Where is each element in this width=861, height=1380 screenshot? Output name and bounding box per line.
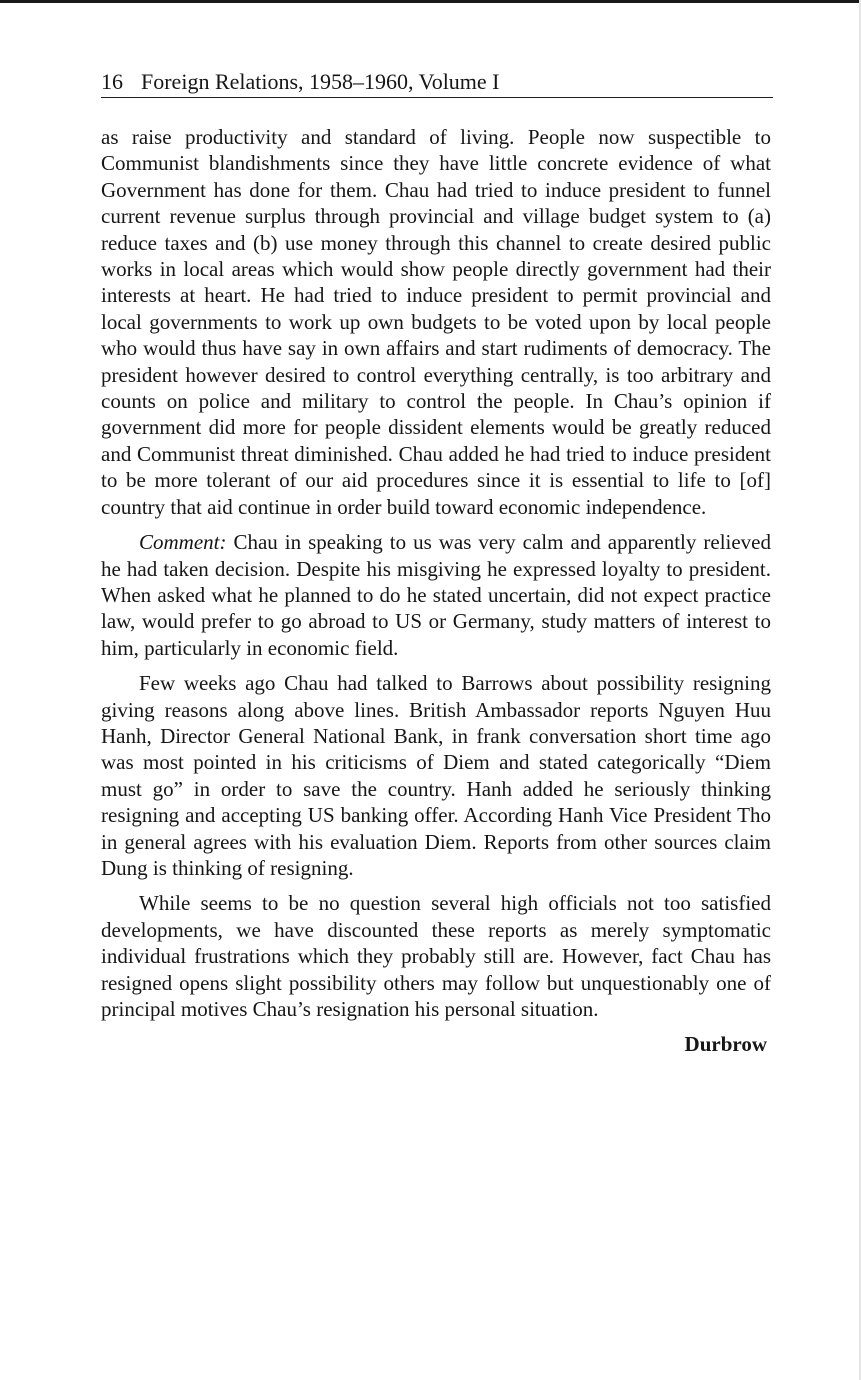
scan-border-top bbox=[0, 0, 861, 3]
page-number: 16 bbox=[101, 69, 123, 94]
running-head-title: Foreign Relations, 1958–1960, Volume I bbox=[141, 69, 500, 94]
running-head bbox=[101, 66, 773, 98]
paragraph-continued: as raise productivity and standard of living. People now suspectible to Communist blandishments since they have little concrete evidence of what Government has done for them. Chau had tried to induce president to funnel current revenue surplus through provincial and village budget system to (a) reduce taxes and (b) use money through this channel to create desired public works in local areas which would show people directly government had their interests at heart. He had tried to induce president to permit provincial and local governments to work up own budgets to be voted upon by local people who would thus have say in own affairs and start rudiments of democracy. The president however desired to control everything centrally, is too arbitrary and counts on police and military to control the people. In Chau’s opinion if government did more for people dissident elements would be greatly reduced and Communist threat diminished. Chau added he had tried to induce president to be more tolerant of our aid procedures since it is essential to life to [of] country that aid continue in order build toward economic independence. bbox=[101, 125, 771, 519]
paragraph-resignation-reports: Few weeks ago Chau had talked to Barrows about possibility resigning giving reasons along above lines. British Ambassador reports Nguyen Huu Hanh, Director General National Bank, in frank conversation short time ago was most pointed in his criticisms of Diem and stated categorically “Diem must go” in order to save the country. Hanh added he seriously thinking resigning and accepting US banking offer. According Hanh Vice President Tho in general agrees with his evaluation Diem. Reports from other sources claim Dung is thinking of resigning. bbox=[101, 671, 771, 880]
signature: Durbrow bbox=[684, 1032, 767, 1057]
paragraph-assessment: While seems to be no question several high officials not too satisfied developments, we have discounted these reports as merely symptomatic individual frustrations which they probably still are. However, fact Chau has resigned opens slight possibility others may follow but unquestionably one of principal motives Chau’s resignation his personal situation. bbox=[101, 891, 771, 1021]
comment-text: Chau in speaking to us was very calm and apparently relieved he had taken decision. Despite his misgiving he expressed loyalty to president. When asked what he planned to do he stated uncertain, did not expect practice law, would prefer to go abroad to US or Germany, study matters of interest to him, particularly in economic field. bbox=[101, 530, 771, 660]
comment-label: Comment: bbox=[139, 530, 227, 555]
paragraph-comment bbox=[101, 529, 771, 661]
document-body bbox=[101, 124, 771, 1058]
